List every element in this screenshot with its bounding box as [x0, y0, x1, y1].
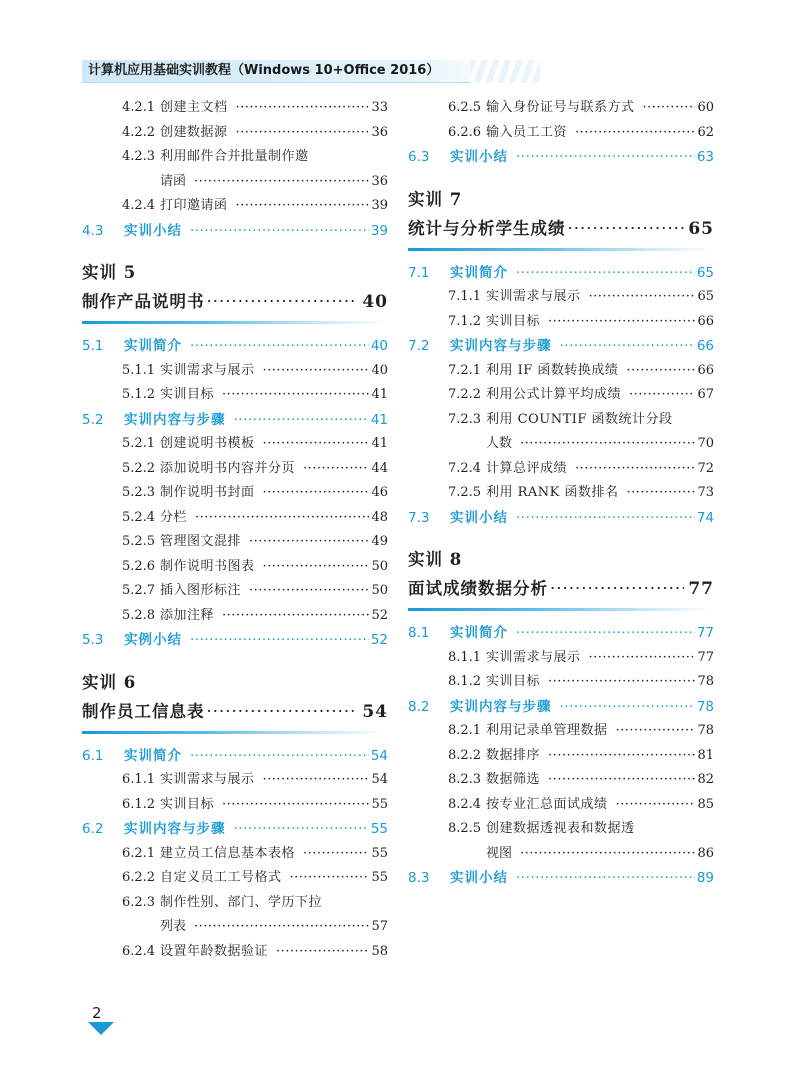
chapter-label: 实训 8 — [408, 550, 463, 569]
dot-leader — [234, 817, 369, 842]
subsection-page: 40 — [371, 362, 388, 378]
subsection-title: 制作说明书图表 — [160, 558, 255, 574]
section-title: 实训内容与步骤 — [124, 821, 226, 837]
book-title: 计算机应用基础实训教程（Windows 10+Office 2016） — [88, 63, 440, 78]
subsection-title-continued: 人数 — [486, 436, 513, 451]
dot-leader — [263, 481, 370, 506]
chapter-rule — [408, 608, 714, 611]
toc-section-entry[interactable] — [82, 744, 388, 769]
toc-subsection-entry[interactable] — [82, 579, 388, 604]
subsection-page: 41 — [371, 436, 388, 451]
subsection-title: 实训需求与展示 — [486, 289, 581, 304]
subsection-number: 5.1.2 — [122, 387, 156, 402]
toc-subsection-entry[interactable] — [82, 866, 388, 891]
chapter-page: 65 — [688, 218, 714, 239]
toc-section-entry[interactable] — [408, 145, 714, 170]
toc-section-entry[interactable] — [408, 261, 714, 286]
toc-subsection-entry[interactable] — [82, 555, 388, 580]
subsection-number: 4.2.3 — [122, 149, 156, 164]
toc-subsection-entry[interactable] — [82, 481, 388, 506]
toc-section-entry[interactable] — [408, 695, 714, 720]
subsection-title: 实训需求与展示 — [486, 649, 581, 665]
section-number: 6.3 — [408, 149, 430, 165]
section-number: 7.3 — [408, 509, 430, 526]
toc-subsection-entry[interactable] — [82, 506, 388, 531]
subsection-number: 7.2.1 — [448, 362, 482, 378]
toc-subsection-entry[interactable] — [82, 457, 388, 482]
toc-subsection-entry[interactable] — [408, 481, 714, 506]
chapter-rule — [82, 731, 388, 734]
section-title: 实训小结 — [450, 509, 508, 526]
header-decoration — [470, 60, 540, 83]
chapter-title-row[interactable] — [82, 697, 388, 727]
toc-section-entry[interactable] — [408, 506, 714, 531]
dot-leader — [263, 555, 370, 580]
toc-right-column — [408, 96, 714, 891]
subsection-number: 7.2.5 — [448, 485, 482, 500]
toc-subsection-entry[interactable] — [408, 646, 714, 671]
subsection-title-continued: 请函 — [160, 173, 187, 189]
subsection-page: 66 — [697, 313, 714, 329]
subsection-title-continued: 视图 — [486, 845, 513, 861]
subsection-page: 39 — [371, 198, 388, 213]
toc-subsection-entry[interactable] — [408, 719, 714, 744]
subsection-page: 86 — [697, 845, 714, 861]
subsection-title: 分栏 — [160, 509, 188, 525]
subsection-title: 利用 COUNTIF 函数统计分段 — [486, 411, 673, 427]
toc-section-entry[interactable] — [408, 866, 714, 891]
subsection-number: 7.1.2 — [448, 313, 482, 329]
dot-leader — [190, 334, 369, 359]
subsection-number: 5.1.1 — [122, 362, 156, 378]
toc-section-entry[interactable] — [82, 219, 388, 244]
subsection-title: 实训目标 — [486, 674, 541, 689]
subsection-title: 建立员工信息基本表格 — [160, 845, 296, 861]
subsection-number: 6.2.1 — [122, 845, 156, 861]
subsection-number: 8.2.1 — [448, 723, 482, 738]
toc-subsection-entry[interactable] — [82, 940, 388, 965]
section-page: 39 — [370, 222, 388, 239]
dot-leader — [263, 432, 370, 457]
subsection-number: 4.2.2 — [122, 124, 156, 140]
dot-leader — [520, 432, 695, 457]
dot-leader — [568, 214, 685, 244]
subsection-title: 利用 RANK 函数排名 — [486, 485, 619, 500]
subsection-number: 8.1.2 — [448, 674, 482, 689]
subsection-page: 62 — [697, 124, 714, 140]
toc-subsection-entry[interactable] — [408, 408, 714, 433]
toc-section-entry[interactable] — [408, 621, 714, 646]
dot-leader — [550, 574, 684, 604]
section-page: 74 — [696, 509, 714, 526]
subsection-number: 5.2.8 — [122, 607, 156, 623]
subsection-title: 添加注释 — [160, 607, 215, 623]
section-page: 52 — [370, 632, 388, 648]
section-title: 实训内容与步骤 — [450, 698, 552, 715]
toc-section-entry[interactable] — [82, 817, 388, 842]
subsection-number: 7.1.1 — [448, 289, 482, 304]
subsection-number: 5.2.7 — [122, 583, 156, 598]
subsection-page: 70 — [697, 436, 714, 451]
toc-subsection-entry[interactable] — [82, 768, 388, 793]
subsection-number: 7.2.4 — [448, 460, 482, 476]
toc-subsection-entry[interactable] — [82, 793, 388, 818]
dot-leader — [548, 768, 695, 793]
section-page: 65 — [696, 264, 714, 281]
dot-leader — [236, 121, 370, 146]
toc-subsection-entry[interactable] — [82, 96, 388, 121]
section-number: 6.1 — [82, 747, 104, 764]
subsection-page: 36 — [371, 124, 388, 140]
toc-subsection-entry[interactable] — [408, 121, 714, 146]
dot-leader — [207, 287, 359, 317]
subsection-number: 5.2.6 — [122, 558, 156, 574]
dot-leader — [548, 744, 695, 769]
subsection-number: 6.2.6 — [448, 124, 482, 140]
dot-leader — [236, 96, 370, 121]
section-page: 89 — [696, 870, 714, 886]
section-title: 实训简介 — [124, 747, 182, 764]
subsection-page: 50 — [371, 583, 388, 598]
chapter-page: 40 — [362, 292, 388, 312]
chapter-title-row[interactable] — [82, 287, 388, 317]
dot-leader — [207, 697, 359, 727]
subsection-number: 8.2.2 — [448, 747, 482, 763]
dot-leader — [516, 261, 695, 286]
subsection-page: 50 — [371, 558, 388, 574]
chapter-rule — [408, 248, 714, 251]
subsection-title: 设置年龄数据验证 — [160, 943, 269, 959]
subsection-number: 4.2.4 — [122, 198, 156, 213]
dot-leader — [589, 285, 696, 310]
chapter-rule — [82, 321, 388, 324]
toc-subsection-entry[interactable] — [408, 359, 714, 384]
toc-subsection-continuation[interactable] — [408, 842, 714, 867]
subsection-page: 81 — [697, 747, 714, 763]
toc-subsection-entry[interactable] — [82, 145, 388, 170]
subsection-title: 实训需求与展示 — [160, 362, 255, 378]
subsection-title: 制作性别、部门、学历下拉 — [160, 894, 323, 910]
chapter-page: 77 — [688, 579, 714, 599]
section-number: 5.2 — [82, 411, 104, 428]
chapter-title: 统计与分析学生成绩 — [408, 218, 566, 238]
subsection-number: 8.2.5 — [448, 821, 482, 836]
section-number: 6.2 — [82, 821, 104, 837]
subsection-page: 82 — [697, 772, 714, 787]
toc-subsection-entry[interactable] — [408, 817, 714, 842]
subsection-page: 65 — [697, 289, 714, 304]
section-number: 7.1 — [408, 264, 430, 281]
dot-leader — [616, 793, 696, 818]
dot-leader — [249, 579, 369, 604]
dot-leader — [222, 383, 369, 408]
subsection-page: 48 — [371, 509, 388, 525]
section-number: 5.3 — [82, 632, 104, 648]
subsection-page: 72 — [697, 460, 714, 476]
section-page: 54 — [370, 747, 388, 764]
toc-subsection-entry[interactable] — [408, 383, 714, 408]
section-title: 实训简介 — [450, 625, 508, 641]
toc-subsection-entry[interactable] — [408, 670, 714, 695]
subsection-page: 57 — [371, 919, 388, 934]
dot-leader — [548, 670, 695, 695]
subsection-page: 36 — [371, 173, 388, 189]
dot-leader — [616, 719, 696, 744]
section-title: 实训小结 — [450, 870, 508, 886]
subsection-page: 55 — [371, 870, 388, 885]
chapter-title-row[interactable] — [408, 574, 714, 604]
toc-subsection-entry[interactable] — [82, 194, 388, 219]
subsection-title: 创建说明书模板 — [160, 436, 255, 451]
subsection-page: 77 — [697, 649, 714, 665]
subsection-page: 52 — [371, 607, 388, 623]
subsection-title: 利用 IF 函数转换成绩 — [486, 362, 619, 378]
chapter-label: 实训 7 — [408, 189, 463, 209]
subsection-page: 78 — [697, 674, 714, 689]
dot-leader — [303, 842, 369, 867]
subsection-number: 5.2.2 — [122, 460, 156, 476]
toc-subsection-continuation[interactable] — [408, 432, 714, 457]
chapter-label: 实训 6 — [82, 672, 137, 692]
subsection-title: 实训目标 — [160, 387, 215, 402]
dot-leader — [303, 457, 369, 482]
subsection-page: 55 — [371, 845, 388, 861]
subsection-title: 利用邮件合并批量制作邀 — [160, 149, 309, 164]
toc-subsection-continuation[interactable] — [82, 915, 388, 940]
subsection-title: 创建主文档 — [160, 100, 228, 115]
toc-chapter — [82, 259, 388, 653]
dot-leader — [194, 170, 369, 195]
toc-section-entry[interactable] — [82, 334, 388, 359]
subsection-title: 创建数据透视表和数据透 — [486, 821, 635, 836]
toc-subsection-entry[interactable] — [408, 285, 714, 310]
dot-leader — [263, 768, 370, 793]
chapter-title: 制作产品说明书 — [82, 292, 205, 311]
subsection-page: 67 — [697, 387, 714, 402]
toc-subsection-entry[interactable] — [82, 359, 388, 384]
chapter-title: 制作员工信息表 — [82, 701, 205, 721]
subsection-number: 6.2.4 — [122, 943, 156, 959]
section-page: 40 — [370, 338, 388, 354]
dot-leader — [516, 145, 695, 170]
subsection-number: 5.2.1 — [122, 436, 156, 451]
section-title: 实训简介 — [450, 264, 508, 281]
subsection-number: 8.2.3 — [448, 772, 482, 787]
section-title: 实例小结 — [124, 632, 182, 648]
section-number: 8.1 — [408, 625, 430, 641]
dot-leader — [222, 793, 369, 818]
subsection-number: 5.2.4 — [122, 509, 156, 525]
subsection-page: 44 — [371, 460, 388, 476]
subsection-title: 自定义员工工号格式 — [160, 870, 282, 885]
section-title: 实训内容与步骤 — [124, 411, 226, 428]
toc-subsection-entry[interactable] — [408, 310, 714, 335]
toc-subsection-entry[interactable] — [408, 793, 714, 818]
subsection-number: 5.2.5 — [122, 534, 156, 549]
subsection-number: 6.2.5 — [448, 100, 482, 115]
toc-section-entry[interactable] — [82, 408, 388, 433]
section-title: 实训简介 — [124, 338, 182, 354]
toc-chapter — [408, 546, 714, 891]
dot-leader — [626, 359, 695, 384]
dot-leader — [236, 194, 370, 219]
section-number: 8.2 — [408, 698, 430, 715]
toc-subsection-entry[interactable] — [408, 96, 714, 121]
subsection-title: 按专业汇总面试成绩 — [486, 796, 608, 812]
subsection-page: 33 — [371, 100, 388, 115]
subsection-page: 66 — [697, 362, 714, 378]
subsection-title: 利用公式计算平均成绩 — [486, 387, 622, 402]
subsection-page: 78 — [697, 723, 714, 738]
subsection-number: 6.1.2 — [122, 796, 156, 812]
subsection-title: 实训需求与展示 — [160, 772, 255, 787]
subsection-number: 6.2.3 — [122, 894, 156, 910]
subsection-title: 打印邀请函 — [160, 198, 228, 213]
subsection-page: 73 — [697, 485, 714, 500]
subsection-number: 7.2.2 — [448, 387, 482, 402]
subsection-title: 插入图形标注 — [160, 583, 242, 598]
toc-subsection-continuation[interactable] — [82, 170, 388, 195]
toc-subsection-entry[interactable] — [408, 744, 714, 769]
section-page: 78 — [696, 698, 714, 715]
dot-leader — [263, 359, 370, 384]
dot-leader — [575, 457, 695, 482]
dot-leader — [194, 915, 369, 940]
toc-subsection-entry[interactable] — [408, 457, 714, 482]
dot-leader — [195, 506, 369, 531]
dot-leader — [516, 621, 695, 646]
subsection-title: 输入员工工资 — [486, 124, 568, 140]
subsection-page: 49 — [371, 534, 388, 549]
subsection-page: 41 — [371, 387, 388, 402]
section-page: 66 — [696, 338, 714, 354]
section-page: 63 — [696, 149, 714, 165]
section-number: 5.1 — [82, 338, 104, 354]
dot-leader — [222, 604, 369, 629]
section-title: 实训小结 — [124, 222, 182, 239]
dot-leader — [516, 506, 695, 531]
dot-leader — [190, 628, 369, 653]
toc-subsection-entry[interactable] — [82, 121, 388, 146]
dot-leader — [627, 481, 696, 506]
dot-leader — [548, 310, 695, 335]
subsection-title-continued: 列表 — [160, 919, 187, 934]
subsection-page: 55 — [371, 796, 388, 812]
section-number: 8.3 — [408, 870, 430, 886]
toc-subsection-entry[interactable] — [82, 842, 388, 867]
section-number: 7.2 — [408, 338, 430, 354]
toc-subsection-entry[interactable] — [82, 530, 388, 555]
subsection-page: 58 — [371, 943, 388, 959]
subsection-number: 5.2.3 — [122, 485, 156, 500]
subsection-number: 6.1.1 — [122, 772, 156, 787]
subsection-title: 添加说明书内容并分页 — [160, 460, 296, 476]
subsection-title: 输入身份证号与联系方式 — [486, 100, 635, 115]
subsection-page: 85 — [697, 796, 714, 812]
section-title: 实训内容与步骤 — [450, 338, 552, 354]
toc-subsection-entry[interactable] — [82, 891, 388, 916]
dot-leader — [560, 334, 695, 359]
section-title: 实训小结 — [450, 149, 508, 165]
subsection-page: 60 — [697, 100, 714, 115]
subsection-title: 利用记录单管理数据 — [486, 723, 608, 738]
dot-leader — [643, 96, 696, 121]
dot-leader — [249, 530, 369, 555]
dot-leader — [520, 842, 695, 867]
subsection-number: 7.2.3 — [448, 411, 482, 427]
dot-leader — [190, 219, 369, 244]
toc-subsection-entry[interactable] — [82, 432, 388, 457]
subsection-title: 实训目标 — [486, 313, 541, 329]
subsection-number: 4.2.1 — [122, 100, 156, 115]
subsection-title: 创建数据源 — [160, 124, 228, 140]
page-marker-icon — [88, 1022, 114, 1036]
subsection-title: 管理图文混排 — [160, 534, 242, 549]
toc-chapter — [408, 186, 714, 531]
dot-leader — [290, 866, 370, 891]
dot-leader — [575, 121, 695, 146]
subsection-title: 数据排序 — [486, 747, 541, 763]
dot-leader — [234, 408, 369, 433]
subsection-title: 数据筛选 — [486, 772, 541, 787]
toc-subsection-entry[interactable] — [82, 604, 388, 629]
dot-leader — [190, 744, 369, 769]
chapter-title-row[interactable] — [408, 214, 714, 244]
toc-section-entry[interactable] — [82, 628, 388, 653]
toc-section-entry[interactable] — [408, 334, 714, 359]
section-page: 77 — [696, 625, 714, 641]
dot-leader — [516, 866, 695, 891]
subsection-number: 6.2.2 — [122, 870, 156, 885]
subsection-title: 计算总评成绩 — [486, 460, 568, 476]
toc-subsection-entry[interactable] — [82, 383, 388, 408]
subsection-page: 46 — [371, 485, 388, 500]
running-header — [82, 60, 508, 83]
chapter-title: 面试成绩数据分析 — [408, 579, 548, 598]
section-number: 4.3 — [82, 222, 104, 239]
dot-leader — [589, 646, 696, 671]
subsection-number: 8.2.4 — [448, 796, 482, 812]
dot-leader — [276, 940, 369, 965]
subsection-title: 实训目标 — [160, 796, 215, 812]
toc-chapter — [82, 669, 388, 965]
subsection-title: 制作说明书封面 — [160, 485, 255, 500]
chapter-label: 实训 5 — [82, 263, 137, 282]
section-page: 55 — [370, 821, 388, 837]
chapter-page: 54 — [362, 701, 388, 722]
subsection-page: 54 — [371, 772, 388, 787]
section-page: 41 — [370, 411, 388, 428]
toc-left-column — [82, 96, 388, 964]
page-number: 2 — [92, 1004, 102, 1022]
dot-leader — [629, 383, 695, 408]
dot-leader — [560, 695, 695, 720]
toc-subsection-entry[interactable] — [408, 768, 714, 793]
subsection-number: 8.1.1 — [448, 649, 482, 665]
